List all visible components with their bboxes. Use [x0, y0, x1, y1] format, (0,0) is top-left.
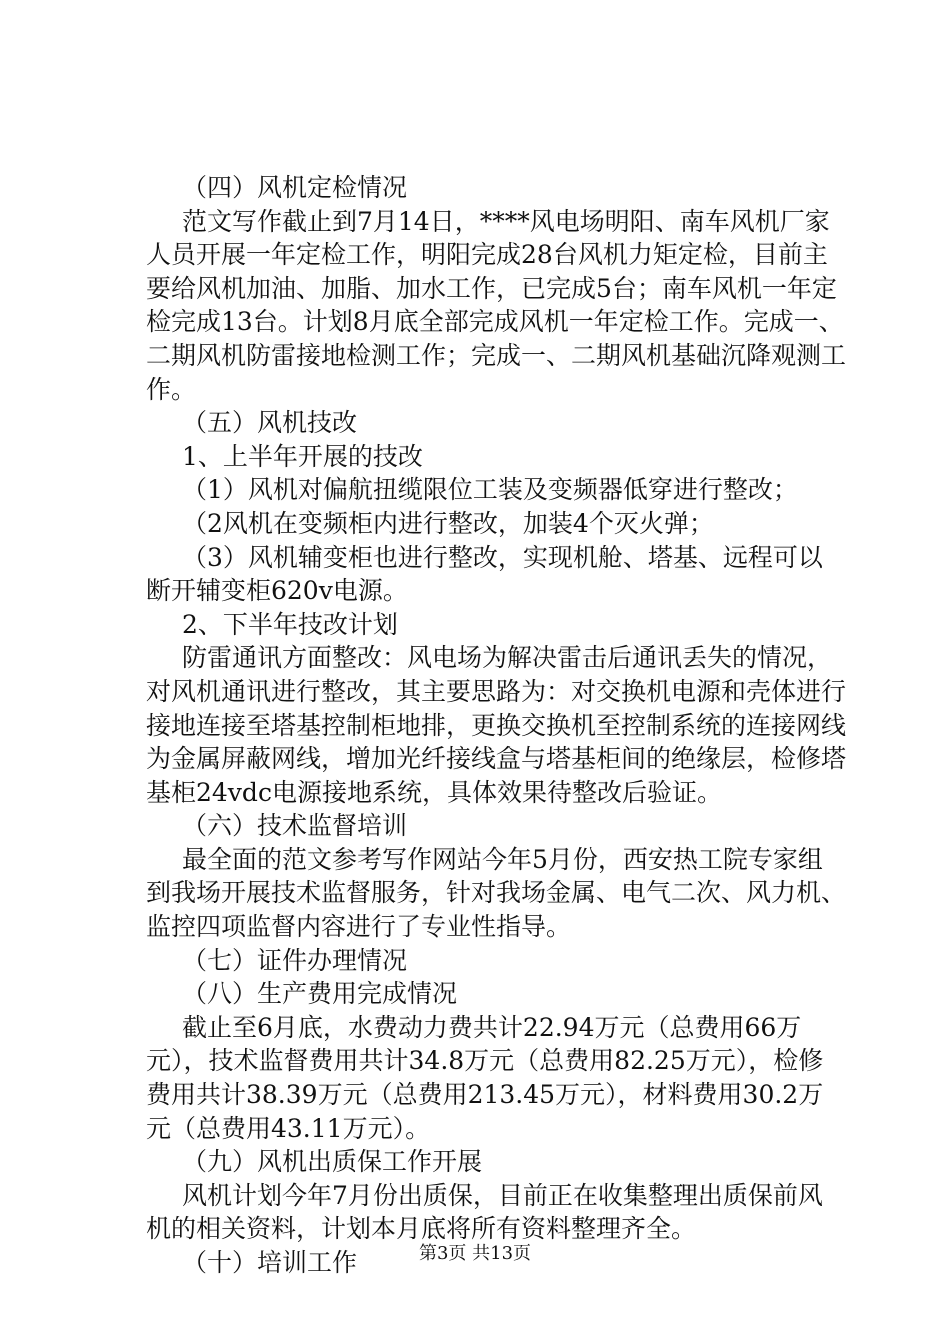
page-number-footer: 第3页 共13页: [418, 1243, 532, 1264]
section-heading-4: （四）风机定检情况: [182, 173, 408, 202]
list-item-1: （1）风机对偏航扭缆限位工装及变频器低穿进行整改；: [182, 475, 798, 505]
section-heading-5: （五）风机技改: [182, 408, 358, 438]
paragraph-lightning: 防雷通讯方面整改：风电场为解决雷击后通讯丢失的情况，对风机通讯进行整改，其主要思路为：对交换机电源和壳体进行接地连接至塔基控制柜地排，更换交换机至控制系统的连接网线为金属屏蔽网线，增加光纤接线盒与塔基柜间的绝缘层，检修塔基柜24vdc电源接地系统，具体效果待整改后验证。: [146, 643, 847, 807]
section-heading-9: （九）风机出质保工作开展: [182, 1147, 483, 1177]
subheading-second-half: 2、下半年技改计划: [182, 609, 398, 639]
paragraph-supervision: 最全面的范文参考写作网站今年5月份，西安热工院专家组到我场开展技术监督服务，针对我场金属、电气二次、风力机、监控四项监督内容进行了专业性指导。: [146, 844, 847, 942]
subheading-first-half: 1、上半年开展的技改: [182, 441, 423, 471]
section-heading-7: （七）证件办理情况: [182, 945, 408, 975]
section-heading-10: （十）培训工作: [182, 1248, 358, 1277]
paragraph-inspection: 范文写作截止到7月14日，****风电场明阳、南车风机厂家人员开展一年定检工作，明阳完成28台风机力矩定检，目前主要给风机加油、加脂、加水工作，已完成5台；南车风机一年定检完成13台。计划8月底全部完成风机一年定检工作。完成一、二期风机防雷接地检测工作；完成一、二期风机基础沉降观测工作。: [146, 206, 847, 404]
list-item-3: （3）风机辅变柜也进行整改，实现机舱、塔基、远程可以断开辅变柜620v电源。: [146, 542, 823, 606]
section-heading-6: （六）技术监督培训: [182, 811, 408, 841]
paragraph-costs: 截止至6月底，水费动力费共计22.94万元（总费用66万元），技术监督费用共计34.8万元（总费用82.25万元），检修费用共计38.39万元（总费用213.45万元），材料费用30.2万元（总费用43.11万元）。: [146, 1012, 824, 1143]
list-item-2: （2风机在变频柜内进行整改，加装4个灭火弹；: [182, 508, 714, 538]
section-heading-8: （八）生产费用完成情况: [182, 979, 458, 1009]
paragraph-warranty: 风机计划今年7月份出质保，目前正在收集整理出质保前风机的相关资料，计划本月底将所有资料整理齐全。: [146, 1180, 823, 1244]
document-body: [146, 171, 846, 1280]
